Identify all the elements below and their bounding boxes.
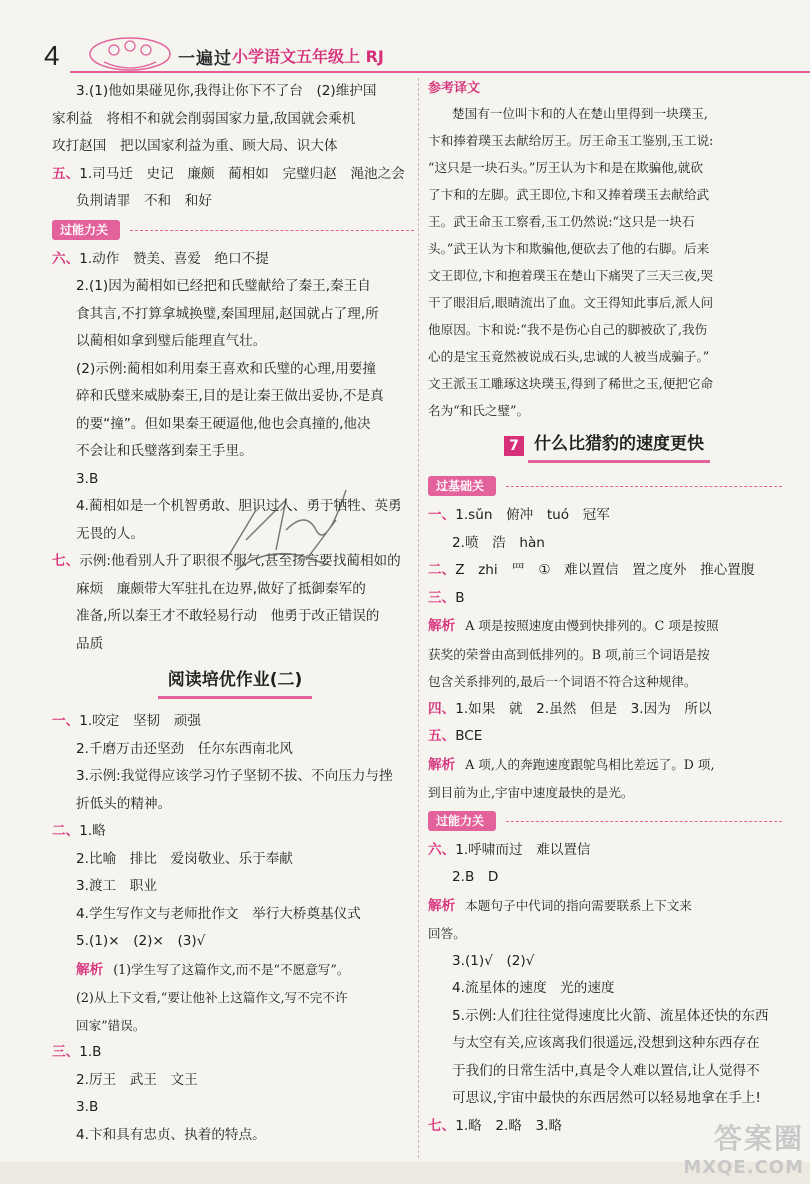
answer-line: [428, 837, 786, 865]
analysis-block: [52, 984, 418, 1039]
translation-line: 他原因。卞和说:“我不是伤心自己的脚被砍了,我伤: [428, 322, 708, 337]
watermark-text-en: MXQE.COM: [683, 1157, 804, 1178]
analysis-block: [428, 779, 786, 807]
page-number: 4: [44, 40, 60, 71]
section-marker: 二、: [428, 562, 456, 578]
answer-line: [52, 1039, 418, 1067]
answer-line: (2)示例:蔺相如利用秦王喜欢和氏璧的心理,用要撞: [76, 360, 377, 377]
site-watermark: [683, 1117, 804, 1178]
analysis-line: [428, 751, 786, 780]
analysis-label: 解析: [428, 897, 456, 914]
tag-row: [428, 472, 786, 502]
page-header: [0, 0, 810, 76]
answer-line: 无畏的人。: [76, 525, 144, 542]
section-marker: 五、: [52, 165, 80, 182]
answer-block: [52, 846, 418, 956]
answer-block: [52, 1067, 418, 1150]
answer-text: 1.如果 就 2.虽然 但是 3.因为 所以: [455, 700, 712, 717]
analysis-line: (2)从上下文看,“要让他补上这篇作文,写不完不许: [76, 990, 348, 1005]
answer-text: 1.略: [79, 823, 106, 839]
analysis-line: 回家”错误。: [76, 1017, 146, 1033]
section-marker: 六、: [428, 841, 456, 858]
analysis-text: A 项,人的奔跑速度跟鸵鸟相比差远了。D 项,: [465, 756, 715, 772]
answer-text: 1.司马迁 史记 廉颇 蔺相如 完璧归赵 渑池之会: [79, 165, 405, 182]
answer-block: [52, 576, 418, 659]
cartoon-logo-icon: [84, 30, 176, 76]
answer-line: [428, 696, 786, 724]
answer-line: 准备,所以秦王才不敢轻易行动 他勇于改正错误的: [76, 608, 380, 624]
reference-translation: [428, 100, 786, 424]
answer-text: 1.动作 赞美、喜爱 绝口不提: [79, 250, 269, 267]
answer-line: 于我们的日常生活中,真是令人难以置信,让人觉得不: [452, 1062, 760, 1079]
lesson-title-text: 什么比猎豹的速度更快: [528, 428, 710, 463]
answer-line: 负荆请罪 不和 和好: [76, 193, 212, 209]
analysis-line: 获奖的荣誉由高到低排列的。B 项,前三个词语是按: [428, 646, 710, 662]
translation-line: 卞和捧着璞玉去献给厉王。厉王命玉工鉴别,玉工说:: [428, 133, 714, 148]
section-title-text: 阅读培优作业(二): [158, 664, 313, 699]
section-marker: 五、: [428, 728, 456, 744]
watermark-text-cn: 答案圈: [713, 1122, 804, 1155]
analysis-label: 解析: [76, 961, 104, 978]
answer-text: Z zhi 罒 ① 难以置信 置之度外 推心置腹: [455, 562, 755, 578]
section-tag: 过基础关: [428, 476, 496, 496]
answer-line: 2.厉王 武王 文王: [76, 1071, 198, 1088]
answer-line: 3.(1)他如果碰见你,我得让你下不了台 (2)维护国: [76, 83, 377, 99]
reference-translation-title: 参考译文: [428, 81, 481, 96]
analysis-block: [428, 920, 786, 948]
translation-line: “这只是一块石头。”厉王认为卞和是在欺骗他,就砍: [428, 160, 704, 175]
answer-line: 3.(1)√ (2)√: [452, 952, 535, 969]
translation-line: 文王即位,卞和抱着璞玉在楚山下痛哭了三天三夜,哭: [428, 268, 714, 283]
section-marker: 四、: [428, 700, 456, 717]
analysis-line: [52, 956, 418, 985]
answer-line: 2.B D: [452, 869, 499, 885]
translation-line: 名为“和氏之璧”。: [428, 403, 530, 418]
section-marker: 一、: [428, 507, 456, 523]
answer-line: 4.卞和具有忠贞、执着的特点。: [76, 1126, 266, 1143]
translation-line: 了卞和的左脚。武王即位,卞和又捧着璞玉去献给武: [428, 187, 710, 202]
analysis-block: [428, 641, 786, 696]
translation-line: 楚国有一位叫卞和的人在楚山里得到一块璞玉,: [452, 106, 708, 121]
translation-line: 文王派玉工雕琢这块璞玉,得到了稀世之玉,便把它命: [428, 376, 714, 391]
lesson-number: 7: [504, 436, 524, 456]
answer-line: 3.B: [76, 470, 99, 487]
answer-line: 家利益 将相不和就会削弱国家力量,敌国就会乘机: [52, 110, 356, 127]
analysis-label: 解析: [428, 756, 456, 773]
translation-line: 头。”武王认为卞和欺骗他,便砍去了他的右脚。后来: [428, 241, 710, 256]
answer-line: [428, 723, 786, 751]
answer-line: 碎和氏璧来威胁秦王,目的是让秦王做出妥协,不是真: [76, 388, 384, 404]
analysis-text: A 项是按照速度由慢到快排列的。C 项是按照: [465, 618, 719, 633]
translation-line: 干了眼泪后,眼睛流出了血。文王得知此事后,派人问: [428, 295, 714, 310]
answer-block-continued: [52, 78, 418, 161]
answer-line: 3.渡工 职业: [76, 878, 157, 894]
answer-line: 食其言,不打算拿城换璧,秦国理屈,赵国就占了理,所: [76, 305, 379, 322]
analysis-line: [428, 612, 786, 641]
brand-logo: 一遍过: [178, 49, 232, 69]
answer-text: 1.咬定 坚韧 顽强: [79, 713, 201, 729]
answer-text: BCE: [455, 728, 483, 744]
answer-line: 攻打赵国 把以国家利益为重、顾大局、识大体: [52, 138, 338, 154]
answer-line: 折低头的精神。: [76, 795, 172, 812]
answer-block: [428, 948, 786, 1113]
answer-line: 4.蔺相如是一个机智勇敢、胆识过人、勇于牺牲、英勇: [76, 498, 402, 514]
answer-line: 可思议,宇宙中最快的东西居然可以轻易地拿在手上!: [452, 1090, 761, 1106]
section-marker: 六、: [52, 250, 80, 267]
answer-block: [428, 864, 786, 892]
analysis-line: 包含关系排列的,最后一个词语不符合这种规律。: [428, 674, 697, 689]
answer-line: [428, 557, 786, 585]
answer-line: 2.千磨万击还坚劲 任尔东西南北风: [76, 740, 293, 757]
answer-text: 1.略 2.略 3.略: [455, 1117, 563, 1134]
answer-line: 2.比喻 排比 爱岗敬业、乐于奉献: [76, 850, 293, 867]
translation-line: 王。武王命玉工察看,玉工仍然说:“这只是一块石: [428, 214, 695, 229]
answer-line: [428, 502, 786, 530]
answer-text: 1.sǔn 俯冲 tuó 冠军: [455, 507, 610, 523]
answer-line: 与太空有关,应该离我们很遥远,没想到这种东西存在: [452, 1035, 760, 1051]
answer-text: 1.呼啸而过 难以置信: [455, 841, 591, 858]
tag-row: [52, 216, 418, 246]
answer-line: 的要“撞”。但如果秦王硬逼他,他也会真撞的,他决: [76, 415, 371, 432]
answer-line: [52, 708, 418, 736]
section-marker: 七、: [52, 553, 80, 569]
answer-line: 3.示例:我觉得应该学习竹子坚韧不拔、不向压力与挫: [76, 768, 393, 784]
section-tag: 过能力关: [428, 811, 496, 831]
answer-line: 2.喷 浩 hàn: [452, 534, 545, 551]
answer-line: 以蔺相如拿到璧后能理直气壮。: [76, 333, 267, 349]
analysis-label: 解析: [428, 618, 456, 634]
analysis-line: 回答。: [428, 926, 466, 941]
answer-line: 2.(1)因为蔺相如已经把和氏璧献给了秦王,秦王自: [76, 278, 371, 294]
section-marker: 二、: [52, 823, 80, 839]
grade-label: 小学语文五年级上 RJ: [232, 47, 384, 66]
section-marker: 七、: [428, 1117, 456, 1134]
analysis-line: [428, 892, 786, 921]
answer-line: 不会让和氏璧落到秦王手里。: [76, 443, 253, 459]
answer-line: 5.示例:人们往往觉得速度比火箭、流星体还快的东西: [452, 1007, 769, 1024]
answer-line: [52, 818, 418, 846]
header-rule: [70, 71, 810, 73]
column-divider: [418, 78, 419, 1158]
answer-text: 1.B: [79, 1044, 102, 1060]
right-column: [428, 78, 786, 1140]
lesson-title: [428, 428, 786, 468]
section-tag: 过能力关: [52, 220, 120, 240]
section-marker: 三、: [52, 1044, 80, 1060]
analysis-line: 到目前为止,宇宙中速度最快的是光。: [428, 785, 634, 800]
section-marker: 一、: [52, 713, 80, 729]
answer-line: 麻烦 廉颇带大军驻扎在边界,做好了抵御秦军的: [76, 580, 366, 597]
translation-line: 心的是宝玉竟然被说成石头,忠诚的人被当成骗子。”: [428, 349, 710, 364]
answer-line: 品质: [76, 635, 104, 652]
answer-block: [52, 736, 418, 819]
analysis-text: 本题句子中代词的指向需要联系上下文来: [465, 897, 692, 913]
answer-line: [52, 161, 418, 189]
answer-line: 3.B: [76, 1099, 99, 1115]
tag-row: [428, 807, 786, 837]
answer-line: 4.流星体的速度 光的速度: [452, 980, 615, 996]
answer-block: [428, 530, 786, 558]
answer-text: B: [455, 589, 465, 606]
section-title: [52, 664, 418, 704]
answer-text: 示例:他看别人升了职很不服气,甚至扬言要找蔺相如的: [79, 553, 401, 569]
section-marker: 三、: [428, 589, 456, 606]
answer-line: [428, 585, 786, 613]
answer-line: [52, 246, 418, 274]
answer-line: 5.(1)× (2)× (3)√: [76, 933, 206, 949]
handwriting-scribble: [216, 470, 366, 580]
left-column: [52, 78, 418, 1149]
answer-line: 4.学生写作文与老师批作文 举行大桥奠基仪式: [76, 905, 361, 922]
analysis-text: (1)学生写了这篇作文,而不是“不愿意写”。: [113, 961, 350, 977]
